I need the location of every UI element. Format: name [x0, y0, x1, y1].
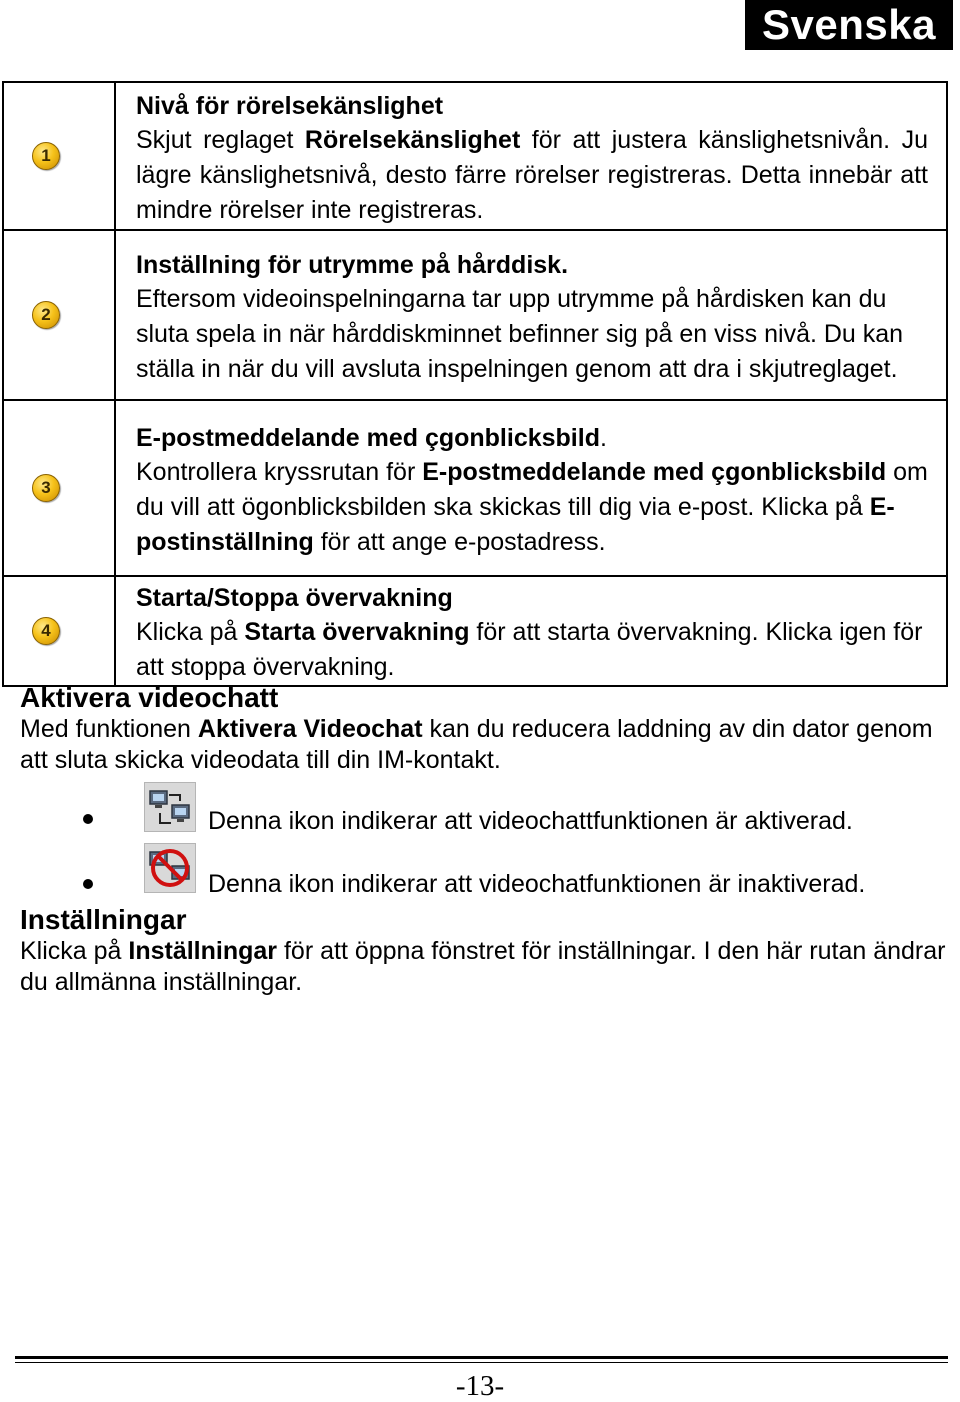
step-title: Inställning för utrymme på hårddisk.	[136, 250, 569, 279]
videochat-section	[20, 682, 955, 776]
step-description-cell	[115, 230, 947, 400]
step-description-cell	[115, 400, 947, 576]
number-3-icon: 3	[32, 474, 60, 502]
step-text	[136, 455, 928, 560]
text-segment: Med funktionen	[20, 715, 198, 743]
section-heading: Inställningar	[20, 904, 187, 935]
number-2-icon: 2	[32, 301, 60, 329]
bold-term: Aktivera Videochat	[197, 715, 423, 743]
number-4-icon: 4	[32, 617, 60, 645]
step-title-text: E-postmeddelande med çgonblicksbild	[136, 423, 600, 452]
text-segment: om du vill att ögonblicksbilden ska skickas till dig via e-post. Klicka på	[136, 457, 928, 521]
section-text	[20, 936, 955, 998]
bullet-item	[0, 782, 960, 842]
bullet-text: Denna ikon indikerar att videochattfunktionen är aktiverad.	[208, 807, 853, 835]
page-number: -13-	[455, 1370, 505, 1402]
step-text	[136, 615, 928, 685]
step-row-1	[3, 82, 947, 230]
step-row-4	[3, 576, 947, 686]
step-number-cell	[3, 230, 115, 400]
language-tab: Svenska	[745, 0, 953, 50]
text-segment: för att starta övervakning. Klicka igen för att stoppa övervakning.	[136, 618, 923, 681]
footer-rule	[15, 1356, 948, 1359]
bold-term: Starta övervakning	[244, 618, 470, 646]
bold-term: Rörelsekänslighet	[304, 125, 521, 154]
settings-section	[20, 904, 955, 998]
text-segment: för att öppna fönstret för inställningar. I den här rutan ändrar du allmänna inställningar.	[20, 937, 946, 996]
text-segment: för att ange e-postadress.	[313, 527, 606, 556]
footer-rule-thin	[15, 1362, 948, 1363]
step-text: Eftersom videoinspelningarna tar upp utrymme på hårdisken kan du sluta spela in när hårddiskminnet befinner sig på en viss nivå. Du kan ställa in när du vill avsluta inspelningen genom att dra i skjutreglaget.	[136, 284, 904, 383]
bullet-dot	[83, 814, 93, 824]
step-number-cell	[3, 576, 115, 686]
bullet-item	[0, 843, 960, 903]
text-segment: Skjut reglaget	[136, 125, 305, 154]
steps-table	[2, 81, 948, 687]
step-row-3	[3, 400, 947, 576]
section-text	[20, 714, 955, 776]
section-heading: Aktivera videochatt	[20, 682, 279, 713]
text-segment: Klicka på	[20, 937, 129, 965]
text-segment: Klicka på	[136, 618, 245, 646]
step-title	[136, 421, 928, 455]
step-number-cell	[3, 82, 115, 230]
bold-term: E-postmeddelande med çgonblicksbild	[422, 457, 887, 486]
bold-term: E-postinställning	[136, 492, 895, 556]
step-title: Nivå för rörelsekänslighet	[136, 91, 444, 120]
step-number-cell	[3, 400, 115, 576]
bullet-dot	[83, 879, 93, 889]
step-text	[136, 123, 928, 228]
videochat-enabled-icon	[144, 782, 196, 832]
bullet-text: Denna ikon indikerar att videochatfunktionen är inaktiverad.	[208, 870, 866, 898]
text-segment: för att justera känslighetsnivån. Ju lägre känslighetsnivå, desto färre rörelser registreras. Detta innebär att mindre rörelser inte registreras.	[136, 125, 928, 224]
step-row-2	[3, 230, 947, 400]
bold-term: Inställningar	[128, 937, 278, 965]
title-suffix: .	[599, 423, 607, 452]
step-title: Starta/Stoppa övervakning	[136, 584, 453, 612]
videochat-disabled-icon	[144, 843, 196, 893]
number-1-icon: 1	[32, 142, 60, 170]
step-description-cell	[115, 576, 947, 686]
text-segment: kan du reducera laddning av din dator genom att sluta skicka videodata till din IM-kontakt.	[20, 715, 933, 774]
text-segment: Kontrollera kryssrutan för	[136, 457, 423, 486]
step-description-cell	[115, 82, 947, 230]
